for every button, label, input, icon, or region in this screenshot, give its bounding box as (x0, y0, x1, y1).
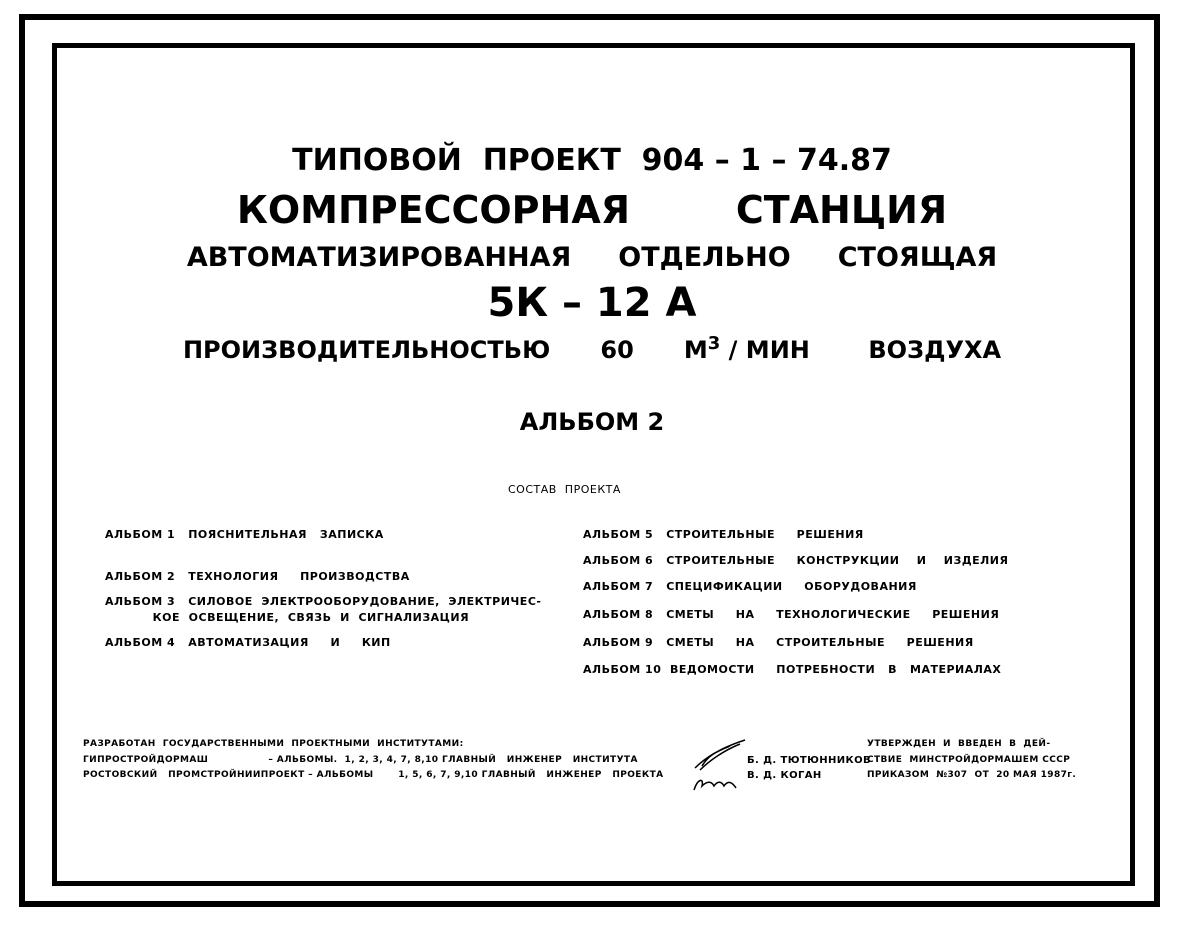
list-item: АЛЬБОМ 3 СИЛОВОЕ ЭЛЕКТРООБОРУДОВАНИЕ, ЭЛЕКТРИЧЕС- (105, 595, 542, 608)
project-engineer-name: В. Д. КОГАН (747, 770, 822, 781)
approval-line-3: ПРИКАЗОМ №307 ОТ 20 МАЯ 1987г. (867, 770, 1077, 780)
composition-heading: СОСТАВ ПРОЕКТА (508, 483, 621, 496)
list-item: АЛЬБОМ 4 АВТОМАТИЗАЦИЯ И КИП (105, 636, 391, 649)
list-item: АЛЬБОМ 9 СМЕТЫ НА СТРОИТЕЛЬНЫЕ РЕШЕНИЯ (583, 636, 974, 649)
approval-line-2: СТВИЕ МИНСТРОЙДОРМАШЕМ СССР (867, 755, 1071, 765)
capacity-unit: / МИН ВОЗДУХА (720, 336, 1002, 364)
approval-line-1: УТВЕРЖДЕН И ВВЕДЕН В ДЕЙ- (867, 739, 1051, 749)
list-item: АЛЬБОМ 1 ПОЯСНИТЕЛЬНАЯ ЗАПИСКА (105, 528, 384, 541)
capacity-text: ПРОИЗВОДИТЕЛЬНОСТЬЮ 60 М (182, 336, 708, 364)
list-item: АЛЬБОМ 8 СМЕТЫ НА ТЕХНОЛОГИЧЕСКИЕ РЕШЕНИЯ (583, 608, 1000, 621)
institute-1: ГИПРОСТРОЙДОРМАШ – АЛЬБОМЫ. 1, 2, 3, 4, 7, 8,10 ГЛАВНЫЙ ИНЖЕНЕР ИНСТИТУТА (83, 755, 638, 765)
list-item: АЛЬБОМ 2 ТЕХНОЛОГИЯ ПРОИЗВОДСТВА (105, 570, 410, 583)
album-number: АЛЬБОМ 2 (519, 408, 665, 436)
project-number: ТИПОВОЙ ПРОЕКТ 904 – 1 – 74.87 (292, 143, 892, 178)
list-item: АЛЬБОМ 7 СПЕЦИФИКАЦИИ ОБОРУДОВАНИЯ (583, 580, 917, 593)
list-item: КОЕ ОСВЕЩЕНИЕ, СВЯЗЬ И СИГНАЛИЗАЦИЯ (105, 611, 470, 624)
developed-by: РАЗРАБОТАН ГОСУДАРСТВЕННЫМИ ПРОЕКТНЫМИ ИНСТИТУТАМИ: (83, 739, 464, 749)
capacity-exponent: 3 (707, 333, 721, 354)
project-subtitle: АВТОМАТИЗИРОВАННАЯ ОТДЕЛЬНО СТОЯЩАЯ (186, 242, 998, 273)
project-title: КОМПРЕССОРНАЯ СТАНЦИЯ (236, 188, 948, 232)
list-item: АЛЬБОМ 5 СТРОИТЕЛЬНЫЕ РЕШЕНИЯ (583, 528, 864, 541)
signature-icon (690, 738, 750, 793)
list-item: АЛЬБОМ 10 ВЕДОМОСТИ ПОТРЕБНОСТИ В МАТЕРИАЛАХ (583, 663, 1002, 676)
list-item: АЛЬБОМ 6 СТРОИТЕЛЬНЫЕ КОНСТРУКЦИИ И ИЗДЕЛИЯ (583, 554, 1009, 567)
institute-2: РОСТОВСКИЙ ПРОМСТРОЙНИИПРОЕКТ – АЛЬБОМЫ 1, 5, 6, 7, 9,10 ГЛАВНЫЙ ИНЖЕНЕР ПРОЕКТА (83, 770, 664, 780)
capacity-line (0, 333, 1184, 364)
compressor-model: 5К – 12 А (487, 280, 697, 326)
chief-engineer-name: Б. Д. ТЮТЮННИКОВ (747, 755, 872, 766)
